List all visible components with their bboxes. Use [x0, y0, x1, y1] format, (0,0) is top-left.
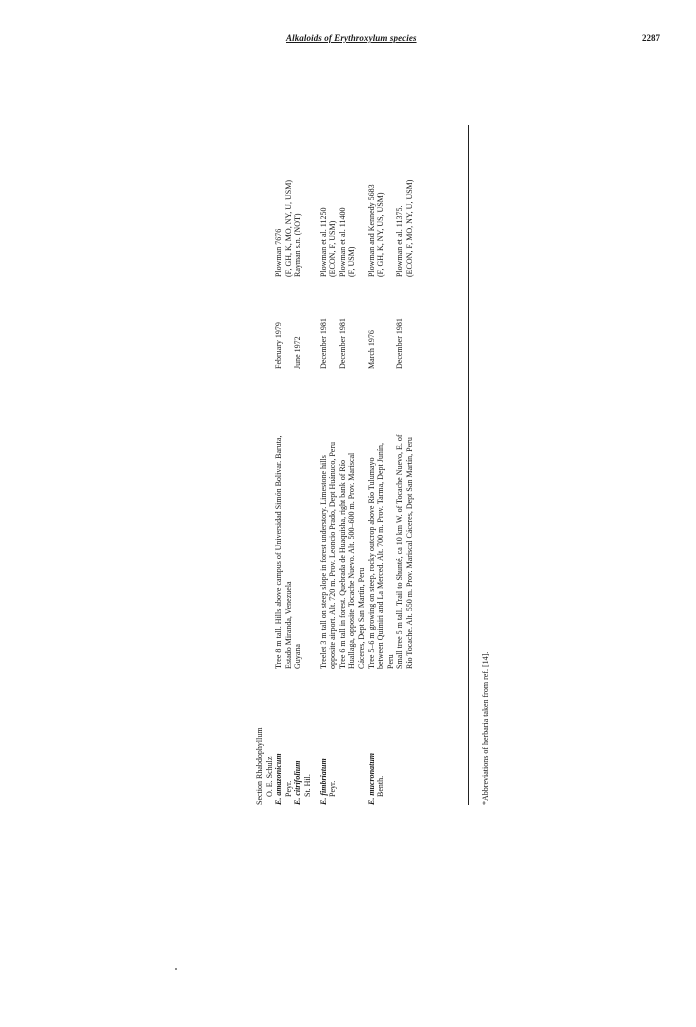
species-cell	[367, 675, 415, 805]
locality-cell	[293, 375, 312, 675]
locality-line: Guyana	[293, 644, 303, 669]
section-label: Section Rhabdophyllum	[255, 727, 264, 805]
collection-date: June 1972	[293, 336, 303, 369]
collection-date: December 1981	[318, 318, 328, 369]
date-cell	[319, 283, 367, 375]
herbarium-table	[255, 125, 415, 805]
species-name: E. citrifolium	[293, 760, 303, 805]
voucher-cell	[367, 125, 415, 283]
locality-line: between Quimiri and La Merced. Alt. 700 m. Prov. Tarma, Dept Junín,	[376, 442, 386, 669]
species-name: E. amazonicum	[274, 753, 284, 805]
voucher-line: Plowman et al. 11400	[337, 207, 347, 277]
voucher-cell	[293, 125, 312, 283]
table-rule	[468, 125, 469, 805]
voucher-line: Plowman et al. 11375.	[395, 205, 405, 277]
voucher-line: (F, GH, K, MO, NY, U, USM)	[283, 180, 293, 277]
table-row	[293, 125, 312, 805]
locality-line: Small tree 5 m tall. Trail to Shunté, ca 10 km W. of Tocache Nuevo, E. of	[395, 434, 405, 669]
date-cell	[293, 283, 312, 375]
locality-line: Treelet 3 m tall on steep slope in forest understory. Limestone hills	[318, 455, 328, 669]
locality-line: opposite airport. Alt. 720 m. Prov. Leoncio Prado, Dept Huánuco, Peru	[328, 442, 338, 669]
voucher-line: (ECON, F, MO, NY, U, USM)	[404, 179, 414, 277]
table-row-section-author	[265, 125, 275, 805]
species-authority: Benth.	[376, 775, 386, 797]
species-name: E. mucronatum	[366, 752, 376, 805]
locality-line: Tree 5–6 m growing on steep, rocky outcrop above Río Tulumayo	[366, 457, 376, 669]
voucher-line: Rayman s.n. (NOT)	[293, 213, 303, 277]
species-cell	[274, 675, 293, 805]
section-author: O. E. Schulz	[264, 756, 274, 797]
species-authority: Peyr.	[283, 780, 293, 797]
collection-date: December 1981	[337, 318, 347, 369]
voucher-cell	[274, 125, 293, 283]
species-authority: St. Hil.	[302, 774, 312, 797]
scan-speck	[175, 968, 177, 970]
table-row-section	[255, 125, 265, 805]
locality-line: Peru	[385, 654, 395, 669]
locality-line: Río Tocache. Alt. 550 m. Prov. Mariscal Cáceres, Dept San Martín, Peru	[404, 437, 414, 669]
date-cell	[367, 283, 415, 375]
voucher-line: (ECON, F, USM)	[328, 220, 338, 277]
locality-line: Estado Miranda, Venezuela	[283, 581, 293, 669]
voucher-line: Plowman et al. 11250	[318, 207, 328, 277]
voucher-line: (F, GH, K, NY, US, USM)	[376, 192, 386, 277]
species-name: E. fimbriatum	[318, 758, 328, 805]
species-authority: Peyr.	[328, 780, 338, 797]
locality-cell	[319, 375, 367, 675]
locality-line: Cáceres, Dept San Martín, Peru	[356, 567, 366, 669]
voucher-line: Plowman and Kennedy 5683	[366, 184, 376, 277]
rotated-table	[245, 125, 490, 805]
species-cell	[319, 675, 367, 805]
locality-line: Tree 8 m tall. Hills above campus of Universidad Simón Bolivar. Baruta,	[274, 435, 284, 669]
voucher-line: (F, USM)	[347, 246, 357, 277]
table-row	[319, 125, 367, 805]
table-row	[274, 125, 293, 805]
running-title: Alkaloids of Erythroxylum species	[286, 33, 417, 43]
page-number: 2287	[642, 33, 660, 43]
collection-date: December 1981	[395, 318, 405, 369]
collection-date: March 1976	[366, 330, 376, 369]
locality-cell	[274, 375, 293, 675]
date-cell	[274, 283, 293, 375]
voucher-line: Plowman 7676	[274, 228, 284, 277]
locality-line: Tree 6 m tall in forest. Quebrada de Huaquisha, right bank of Río	[337, 460, 347, 669]
locality-line: Huallaga, opposite Tocache Nuevo. Alt. 500–600 m. Prov. Mariscal	[347, 452, 357, 669]
voucher-cell	[319, 125, 367, 283]
collection-date: February 1979	[274, 322, 284, 369]
locality-cell	[367, 375, 415, 675]
table-row	[367, 125, 415, 805]
species-cell	[293, 675, 312, 805]
table-footnote: *Abbreviations of herbaria taken from ref. [14].	[481, 651, 490, 805]
